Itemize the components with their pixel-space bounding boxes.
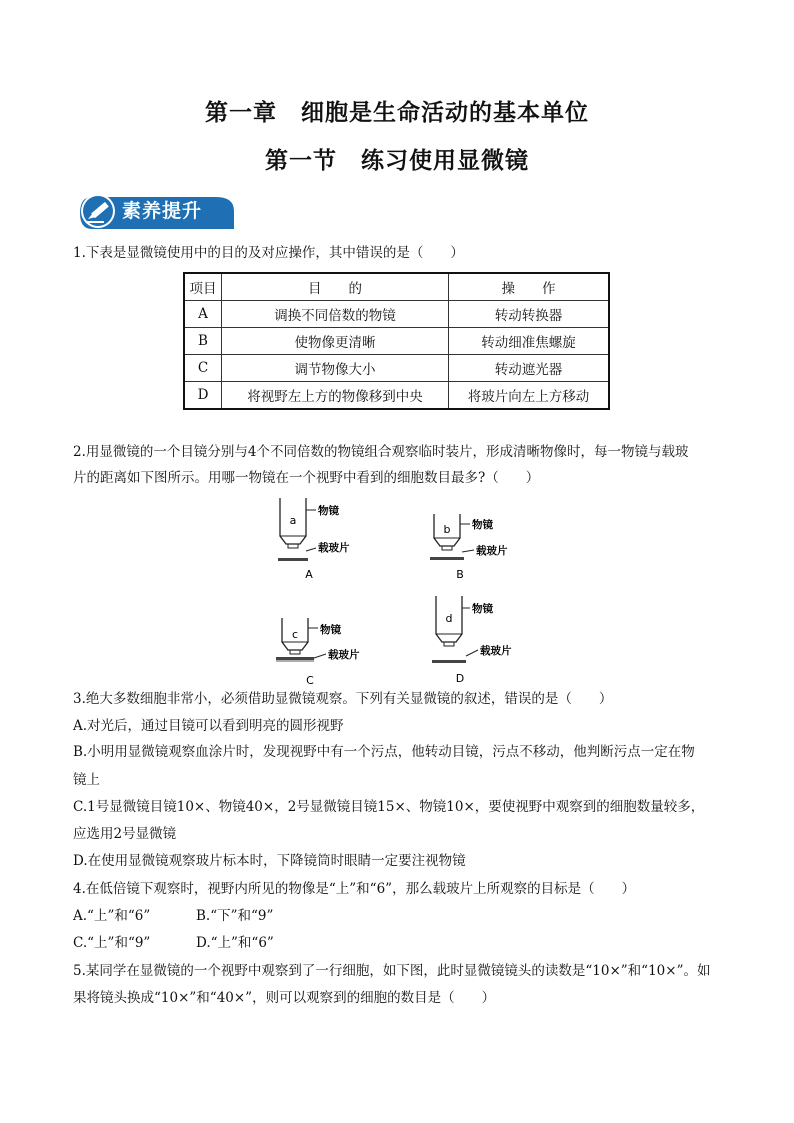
q4-option-d: D.“上”和“6” (196, 935, 274, 951)
banner-label: 素养提升 (122, 200, 203, 222)
table-row (184, 382, 609, 410)
pencil-icon (84, 197, 114, 225)
q4-option-c: C.“上”和“9” (73, 935, 151, 951)
q3-option-a: A.对光后，通过目镜可以看到明亮的圆形视野 (73, 718, 344, 734)
table-header-cell: 操 作 (449, 273, 610, 301)
figure-caption: A (305, 568, 313, 581)
q2-stem-line2: 片的距离如下图所示。用哪一物镜在一个视野中看到的细胞数目最多?（ ） (73, 470, 540, 486)
q1-table (183, 272, 610, 410)
q5-stem-line2: 果将镜头换成“10×”和“40×”，则可以观察到的细胞的数目是（ ） (73, 990, 496, 1006)
lens-letter: d (445, 612, 453, 625)
table-header-cell: 目 的 (222, 273, 449, 301)
q3-option-c-line1: C.1号显微镜目镜10×、物镜40×，2号显微镜目镜15×、物镜10×，要使视野中观察到的细胞数量较多， (73, 799, 705, 815)
figure-caption: C (306, 674, 314, 687)
q2-stem-line1: 2.用显微镜的一个目镜分别与4个不同倍数的物镜组合观察临时装片，形成清晰物像时，每一物镜与载玻 (73, 444, 689, 460)
slide-label: 载玻片 (328, 649, 360, 661)
table-cell: 调换不同倍数的物镜 (222, 301, 449, 328)
table-row (184, 328, 609, 355)
objective-figure-d (426, 592, 536, 690)
table-cell: B (184, 328, 222, 355)
q3-stem: 3.绝大多数细胞非常小，必须借助显微镜观察。下列有关显微镜的叙述，错误的是（ ） (73, 691, 613, 707)
objective-figure-a (270, 496, 380, 586)
objective-figure-c (270, 614, 380, 690)
lens-letter: a (289, 514, 297, 527)
table-cell: C (184, 355, 222, 382)
q4-option-b: B.“下”和“9” (196, 908, 274, 924)
table-row (184, 355, 609, 382)
lens-letter: b (443, 523, 451, 536)
chapter-title: 第一章 细胞是生命活动的基本单位 (205, 99, 589, 126)
q4-option-a: A.“上”和“6” (73, 908, 151, 924)
table-cell: 调节物像大小 (222, 355, 449, 382)
table-header-row (184, 273, 609, 301)
slide-label: 载玻片 (318, 542, 350, 554)
objective-label: 物镜 (472, 519, 493, 531)
slide-label: 载玻片 (476, 545, 508, 557)
table-cell: 转动转换器 (449, 301, 610, 328)
table-header-cell: 项目 (184, 273, 222, 301)
table-cell: 将视野左上方的物像移到中央 (222, 382, 449, 410)
table-row (184, 301, 609, 328)
q3-option-b-line2: 镜上 (73, 772, 100, 788)
objective-figure-b (426, 510, 536, 586)
q4-stem: 4.在低倍镜下观察时，视野内所见的物像是“上”和“6”，那么载玻片上所观察的目标是（ ） (73, 881, 636, 897)
figure-caption: D (455, 672, 465, 685)
q1-stem: 1.下表是显微镜使用中的目的及对应操作，其中错误的是（ ） (73, 245, 464, 261)
slide-label: 载玻片 (480, 645, 512, 657)
table-cell: 将玻片向左上方移动 (449, 382, 610, 410)
q5-stem-line1: 5.某同学在显微镜的一个视野中观察到了一行细胞，如下图，此时显微镜镜头的读数是“10×”和“10×”。如 (73, 963, 711, 979)
table-cell: 转动遮光器 (449, 355, 610, 382)
lens-letter: c (291, 628, 299, 641)
q3-option-b-line1: B.小明用显微镜观察血涂片时，发现视野中有一个污点，他转动目镜，污点不移动，他判断污点一定在物 (73, 744, 695, 760)
figure-caption: B (456, 568, 464, 581)
table-cell: 转动细准焦螺旋 (449, 328, 610, 355)
table-cell: D (184, 382, 222, 410)
table-cell: A (184, 301, 222, 328)
q3-option-d: D.在使用显微镜观察玻片标本时，下降镜筒时眼睛一定要注视物镜 (73, 853, 466, 869)
q3-option-c-line2: 应选用2号显微镜 (73, 826, 177, 842)
section-title: 第一节 练习使用显微镜 (265, 147, 529, 174)
table-cell: 使物像更清晰 (222, 328, 449, 355)
objective-label: 物镜 (472, 603, 493, 615)
objective-label: 物镜 (318, 505, 339, 517)
objective-label: 物镜 (320, 624, 341, 636)
